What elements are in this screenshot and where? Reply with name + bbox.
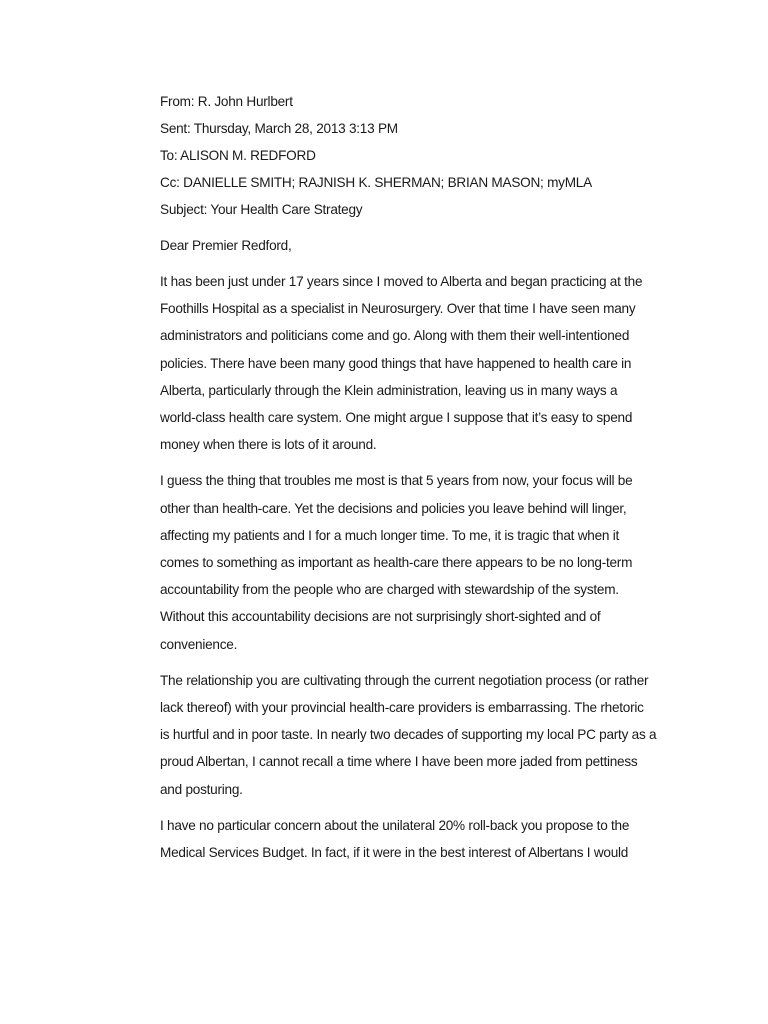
- text-line: lack thereof) with your provincial health-care providers is embarrassing. The rhetoric: [160, 700, 644, 716]
- text-line: world-class health care system. One might argue I suppose that it’s easy to spend: [160, 410, 633, 426]
- text-line: Without this accountability decisions are not surprisingly short-sighted and of: [160, 609, 601, 625]
- text-line: money when there is lots of it around.: [160, 437, 377, 453]
- text-line: The relationship you are cultivating through the current negotiation process (or rather: [160, 672, 649, 688]
- text-line: It has been just under 17 years since I moved to Alberta and began practicing at the: [160, 274, 643, 289]
- letter-body: [160, 88, 700, 866]
- email-from: From: R. John Hurlbert: [160, 94, 293, 109]
- text-line: is hurtful and in poor taste. In nearly two decades of supporting my local PC party as a: [160, 727, 657, 743]
- text-line: Foothills Hospital as a specialist in Neurosurgery. Over that time I have seen many: [160, 301, 636, 317]
- paragraph: [160, 812, 700, 866]
- text-line: Alberta, particularly through the Klein administration, leaving us in many ways a: [160, 382, 618, 398]
- paragraph: [160, 467, 700, 657]
- salutation: Dear Premier Redford,: [160, 238, 292, 253]
- text-line: proud Albertan, I cannot recall a time where I have been more jaded from pettiness: [160, 754, 638, 770]
- text-line: convenience.: [160, 636, 238, 652]
- paragraph: [160, 667, 700, 803]
- email-to: To: ALISON M. REDFORD: [160, 148, 316, 163]
- text-line: I guess the thing that troubles me most is that 5 years from now, your focus will be: [160, 473, 633, 489]
- email-cc: Cc: DANIELLE SMITH; RAJNISH K. SHERMAN; BRIAN MASON; myMLA: [160, 175, 592, 190]
- text-line: and posturing.: [160, 781, 243, 797]
- text-line: Medical Services Budget. In fact, if it were in the best interest of Albertans I would: [160, 845, 629, 861]
- text-line: policies. There have been many good things that have happened to health care in: [160, 355, 632, 371]
- text-line: other than health-care. Yet the decisions and policies you leave behind will linger,: [160, 500, 627, 516]
- text-line: affecting my patients and I for a much longer time. To me, it is tragic that when it: [160, 527, 620, 543]
- text-line: I have no particular concern about the unilateral 20% roll-back you propose to the: [160, 817, 630, 833]
- paragraph: [160, 268, 700, 458]
- text-line: comes to something as important as health-care there appears to be no long-term: [160, 555, 633, 571]
- text-line: administrators and politicians come and go. Along with them their well-intentioned: [160, 328, 630, 344]
- email-sent: Sent: Thursday, March 28, 2013 3:13 PM: [160, 121, 398, 136]
- text-line: accountability from the people who are charged with stewardship of the system.: [160, 582, 619, 598]
- email-subject: Subject: Your Health Care Strategy: [160, 202, 363, 217]
